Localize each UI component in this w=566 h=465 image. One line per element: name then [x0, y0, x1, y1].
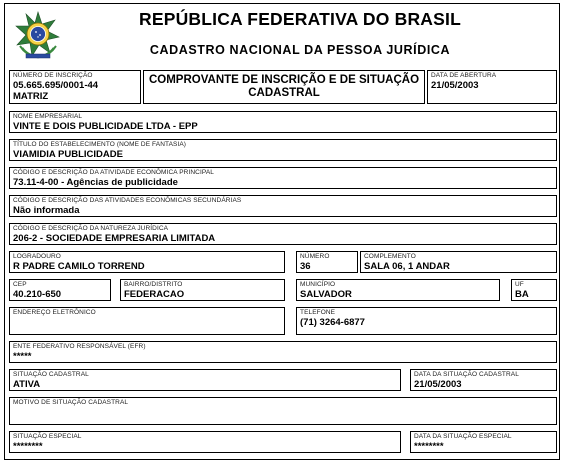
telefone-box	[296, 307, 557, 335]
email-box	[9, 307, 285, 335]
natureza-juridica-value: 206-2 - SOCIEDADE EMPRESARIA LIMITADA	[13, 233, 216, 244]
data-abertura-value: 21/05/2003	[431, 80, 479, 91]
numero-label: NÚMERO	[300, 253, 330, 260]
atividades-secundarias-label: CÓDIGO E DESCRIÇÃO DAS ATIVIDADES ECONÔMICAS SECUNDÁRIAS	[13, 197, 242, 204]
bairro-label: BAIRRO/DISTRITO	[124, 281, 183, 288]
situacao-cadastral-value: ATIVA	[13, 379, 41, 390]
numero-inscricao-label: NÚMERO DE INSCRIÇÃO	[13, 72, 93, 79]
efr-label: ENTE FEDERATIVO RESPONSÁVEL (EFR)	[13, 343, 146, 350]
complemento-value: SALA 06, 1 ANDAR	[364, 261, 450, 272]
situacao-cadastral-box	[9, 369, 401, 391]
uf-value: BA	[515, 289, 529, 300]
uf-box	[511, 279, 557, 301]
atividades-secundarias-box	[9, 195, 557, 217]
cep-box	[9, 279, 111, 301]
page-subtitle: CADASTRO NACIONAL DA PESSOA JURÍDICA	[149, 43, 451, 57]
uf-label: UF	[515, 281, 524, 288]
numero-value: 36	[300, 261, 311, 272]
page-title: REPÚBLICA FEDERATIVA DO BRASIL	[139, 9, 461, 29]
data-situacao-label: DATA DA SITUAÇÃO CADASTRAL	[414, 371, 519, 378]
numero-inscricao-box	[9, 70, 141, 104]
efr-value: *****	[13, 351, 32, 362]
nome-fantasia-label: TÍTULO DO ESTABELECIMENTO (NOME DE FANTASIA)	[13, 141, 187, 148]
natureza-juridica-box	[9, 223, 557, 245]
municipio-label: MUNICÍPIO	[300, 281, 336, 288]
efr-box	[9, 341, 557, 363]
municipio-box	[296, 279, 500, 301]
atividade-principal-box	[9, 167, 557, 189]
comprovante-title-box	[143, 70, 425, 104]
logradouro-box	[9, 251, 285, 273]
nome-fantasia-value: VIAMIDIA PUBLICIDADE	[13, 149, 123, 160]
natureza-juridica-label: CÓDIGO E DESCRIÇÃO DA NATUREZA JURÍDICA	[13, 225, 169, 232]
data-abertura-box	[427, 70, 557, 104]
atividade-principal-value: 73.11-4-00 - Agências de publicidade	[13, 177, 178, 188]
logradouro-label: LOGRADOURO	[13, 253, 61, 260]
cep-label: CEP	[13, 281, 27, 288]
logradouro-value: R PADRE CAMILO TORREND	[13, 261, 145, 272]
data-situacao-especial-value: ********	[414, 441, 444, 452]
nome-fantasia-box	[9, 139, 557, 161]
situacao-especial-box	[9, 431, 401, 453]
atividade-principal-label: CÓDIGO E DESCRIÇÃO DA ATIVIDADE ECONÔMICA PRINCIPAL	[13, 169, 214, 176]
nome-empresarial-label: NOME EMPRESARIAL	[13, 113, 83, 120]
complemento-box	[360, 251, 557, 273]
numero-inscricao-type: MATRIZ	[13, 91, 49, 102]
situacao-especial-value: ********	[13, 441, 43, 452]
numero-box	[296, 251, 358, 273]
nome-empresarial-value: VINTE E DOIS PUBLICIDADE LTDA - EPP	[13, 121, 198, 132]
numero-inscricao-value: 05.665.695/0001-44	[13, 80, 99, 91]
data-situacao-especial-label: DATA DA SITUAÇÃO ESPECIAL	[414, 433, 512, 440]
comprovante-title: COMPROVANTE DE INSCRIÇÃO E DE SITUAÇÃO CADASTRAL	[148, 74, 420, 99]
telefone-label: TELEFONE	[300, 309, 336, 316]
situacao-cadastral-label: SITUAÇÃO CADASTRAL	[13, 371, 89, 378]
email-label: ENDEREÇO ELETRÔNICO	[13, 309, 96, 316]
data-situacao-especial-box	[410, 431, 557, 453]
data-abertura-label: DATA DE ABERTURA	[431, 72, 497, 79]
situacao-especial-label: SITUAÇÃO ESPECIAL	[13, 433, 82, 440]
motivo-situacao-box	[9, 397, 557, 425]
complemento-label: COMPLEMENTO	[364, 253, 416, 260]
bairro-box	[120, 279, 285, 301]
atividades-secundarias-value: Não informada	[13, 205, 80, 216]
telefone-value: (71) 3264-6877	[300, 317, 365, 328]
brazil-coat-of-arms-icon	[12, 10, 64, 62]
motivo-situacao-label: MOTIVO DE SITUAÇÃO CADASTRAL	[13, 399, 129, 406]
cep-value: 40.210-650	[13, 289, 62, 300]
data-situacao-box	[410, 369, 557, 391]
data-situacao-value: 21/05/2003	[414, 379, 462, 390]
bairro-value: FEDERACAO	[124, 289, 185, 300]
nome-empresarial-box	[9, 111, 557, 133]
municipio-value: SALVADOR	[300, 289, 352, 300]
